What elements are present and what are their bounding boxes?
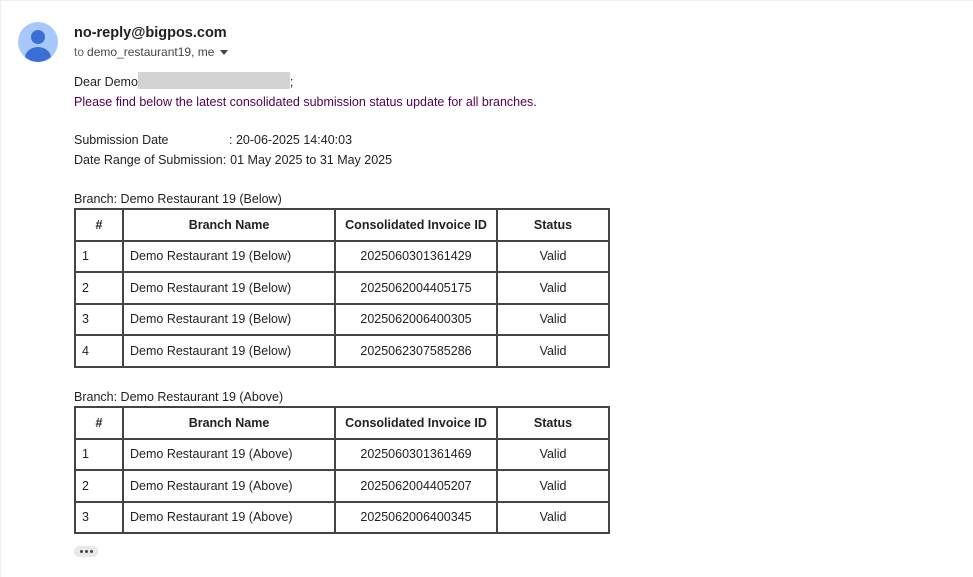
col-header-invoice-id: Consolidated Invoice ID	[335, 407, 497, 439]
date-range-label: Date Range of Submission:	[74, 152, 227, 167]
sender-avatar-icon[interactable]	[18, 22, 58, 62]
table-row	[75, 272, 609, 304]
date-range-row	[74, 151, 537, 171]
row-branch-name: Demo Restaurant 19 (Above)	[123, 439, 335, 471]
col-header-branch-name: Branch Name	[123, 407, 335, 439]
branch-table-above	[74, 406, 610, 534]
greeting-prefix: Dear Demo	[74, 75, 138, 89]
ellipsis-dot	[90, 550, 93, 553]
avatar-body	[25, 47, 51, 62]
row-branch-name: Demo Restaurant 19 (Below)	[123, 272, 335, 304]
row-status: Valid	[497, 335, 609, 367]
row-invoice-id: 2025062004405207	[335, 470, 497, 502]
table-row	[75, 304, 609, 336]
col-header-status: Status	[497, 407, 609, 439]
greeting-suffix: ;	[289, 75, 294, 89]
submission-date-row	[74, 131, 537, 151]
row-invoice-id: 2025062006400305	[335, 304, 497, 336]
row-status: Valid	[497, 470, 609, 502]
ellipsis-icon[interactable]	[74, 546, 98, 557]
col-header-number: #	[75, 209, 123, 241]
branch-title-below: Branch: Demo Restaurant 19 (Below)	[74, 192, 282, 206]
row-number: 3	[75, 304, 123, 336]
row-invoice-id: 2025062006400345	[335, 502, 497, 534]
date-range-value: 01 May 2025 to 31 May 2025	[230, 152, 393, 167]
row-number: 4	[75, 335, 123, 367]
col-header-status: Status	[497, 209, 609, 241]
row-number: 1	[75, 241, 123, 273]
ellipsis-dot	[80, 550, 83, 553]
row-invoice-id: 2025062307585286	[335, 335, 497, 367]
submission-date-value: : 20-06-2025 14:40:03	[229, 133, 353, 147]
submission-date-label: Submission Date	[74, 133, 169, 147]
intro-text: Please find below the latest consolidated submission status update for all branches.	[74, 95, 537, 109]
submission-meta	[74, 131, 537, 170]
sender-email[interactable]: no-reply@bigpos.com	[74, 25, 227, 41]
row-status: Valid	[497, 439, 609, 471]
row-branch-name: Demo Restaurant 19 (Above)	[123, 470, 335, 502]
email-body	[74, 72, 537, 170]
col-header-number: #	[75, 407, 123, 439]
ellipsis-dot	[85, 550, 88, 553]
row-number: 1	[75, 439, 123, 471]
row-number: 2	[75, 470, 123, 502]
row-status: Valid	[497, 502, 609, 534]
row-invoice-id: 2025060301361429	[335, 241, 497, 273]
recipients-line	[74, 45, 228, 59]
col-header-branch-name: Branch Name	[123, 209, 335, 241]
table-header-row	[75, 209, 609, 241]
table-header-row	[75, 407, 609, 439]
row-number: 3	[75, 502, 123, 534]
row-branch-name: Demo Restaurant 19 (Below)	[123, 304, 335, 336]
row-number: 2	[75, 272, 123, 304]
caret-down-icon[interactable]	[220, 50, 228, 55]
table-row	[75, 335, 609, 367]
recipients-list: demo_restaurant19, me	[87, 45, 215, 59]
to-prefix: to	[74, 45, 85, 59]
row-status: Valid	[497, 272, 609, 304]
branch-table-below	[74, 208, 610, 368]
greeting-line	[74, 72, 537, 92]
table-row	[75, 470, 609, 502]
redacted-name	[138, 72, 290, 89]
table-row	[75, 502, 609, 534]
row-status: Valid	[497, 304, 609, 336]
row-status: Valid	[497, 241, 609, 273]
row-branch-name: Demo Restaurant 19 (Below)	[123, 335, 335, 367]
col-header-invoice-id: Consolidated Invoice ID	[335, 209, 497, 241]
row-invoice-id: 2025062004405175	[335, 272, 497, 304]
avatar-head	[31, 30, 45, 44]
row-invoice-id: 2025060301361469	[335, 439, 497, 471]
row-branch-name: Demo Restaurant 19 (Above)	[123, 502, 335, 534]
row-branch-name: Demo Restaurant 19 (Below)	[123, 241, 335, 273]
table-row	[75, 439, 609, 471]
table-row	[75, 241, 609, 273]
branch-title-above: Branch: Demo Restaurant 19 (Above)	[74, 390, 284, 404]
